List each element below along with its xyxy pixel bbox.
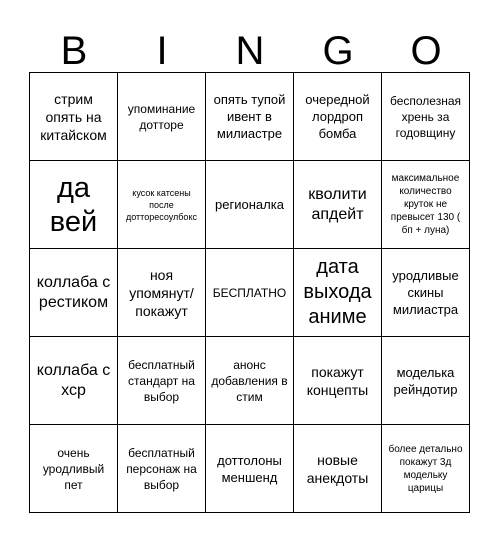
cell-text: моделька рейндотир	[393, 364, 458, 397]
cell-text: очень уродливый пет	[42, 445, 105, 492]
bingo-cell-r4c4[interactable]	[294, 337, 382, 425]
bingo-cell-r1c5[interactable]	[382, 73, 470, 161]
bingo-cell-r4c2[interactable]	[118, 337, 206, 425]
header-letter-i: I	[156, 29, 168, 73]
cell-text: новые анекдоты	[306, 451, 369, 486]
cell-text: регионалка	[215, 197, 284, 212]
bingo-cell-r3c4[interactable]	[294, 249, 382, 337]
cell-text: доттолоны меншенд	[217, 452, 282, 485]
bingo-cell-r4c5[interactable]	[382, 337, 470, 425]
cell-text: покажут концепты	[306, 363, 369, 398]
cell-text: бесполезная хрень за годовщину	[389, 93, 462, 140]
bingo-cell-r5c1[interactable]	[30, 425, 118, 513]
bingo-cell-r1c3[interactable]	[206, 73, 294, 161]
bingo-cell-r3c3[interactable]	[206, 249, 294, 337]
bingo-cell-r1c1[interactable]	[30, 73, 118, 161]
cell-text: уродливые скины милиастра	[392, 268, 459, 317]
cell-text: опять тупой ивент в милиастре	[213, 92, 286, 141]
bingo-cell-r3c1[interactable]	[30, 249, 118, 337]
cell-text: упоминание дотторе	[127, 101, 196, 132]
cell-text: более детально покажут 3д модельку царицы	[388, 443, 463, 494]
cell-text: бесплатный персонаж на выбор	[126, 445, 197, 492]
bingo-cell-r5c2[interactable]	[118, 425, 206, 513]
cell-text: очередной лордроп бомба	[305, 92, 370, 141]
cell-text: дата выхода аниме	[303, 256, 372, 328]
bingo-cell-r5c5[interactable]	[382, 425, 470, 513]
cell-text: да вей	[49, 171, 98, 238]
cell-text: коллаба с рестиком	[36, 273, 111, 311]
cell-text: коллаба с хср	[36, 361, 111, 399]
cell-text: кволити апдейт	[308, 185, 367, 223]
bingo-cell-r3c5[interactable]	[382, 249, 470, 337]
cell-text: бесплатный стандарт на выбор	[128, 357, 195, 404]
bingo-cell-r1c2[interactable]	[118, 73, 206, 161]
bingo-cell-r4c3[interactable]	[206, 337, 294, 425]
bingo-cell-r2c3[interactable]	[206, 161, 294, 249]
header-letter-b: B	[60, 29, 88, 73]
bingo-cell-r5c4[interactable]	[294, 425, 382, 513]
header-letter-n: N	[235, 29, 265, 73]
bingo-cell-r3c2[interactable]	[118, 249, 206, 337]
bingo-cell-r2c4[interactable]	[294, 161, 382, 249]
cell-text: БЕСПЛАТНО	[212, 285, 287, 300]
cell-text: максимальное количество круток не превысет 130 ( бп + луна)	[390, 173, 461, 236]
bingo-cell-r1c4[interactable]	[294, 73, 382, 161]
bingo-grid	[29, 72, 470, 513]
bingo-cell-r4c1[interactable]	[30, 337, 118, 425]
bingo-cell-r2c1[interactable]	[30, 161, 118, 249]
bingo-cell-r2c5[interactable]	[382, 161, 470, 249]
cell-text: анонс добавления в стим	[211, 357, 288, 404]
bingo-header	[30, 24, 470, 78]
bingo-cell-r2c2[interactable]	[118, 161, 206, 249]
header-letter-o: O	[410, 29, 442, 73]
cell-text: кусок катсены после дотторесоулбокс	[126, 187, 197, 222]
cell-text: стрим опять на китайском	[40, 90, 107, 143]
bingo-cell-r5c3[interactable]	[206, 425, 294, 513]
header-letter-g: G	[322, 29, 354, 73]
cell-text: ноя упомянут/покажут	[129, 266, 194, 319]
